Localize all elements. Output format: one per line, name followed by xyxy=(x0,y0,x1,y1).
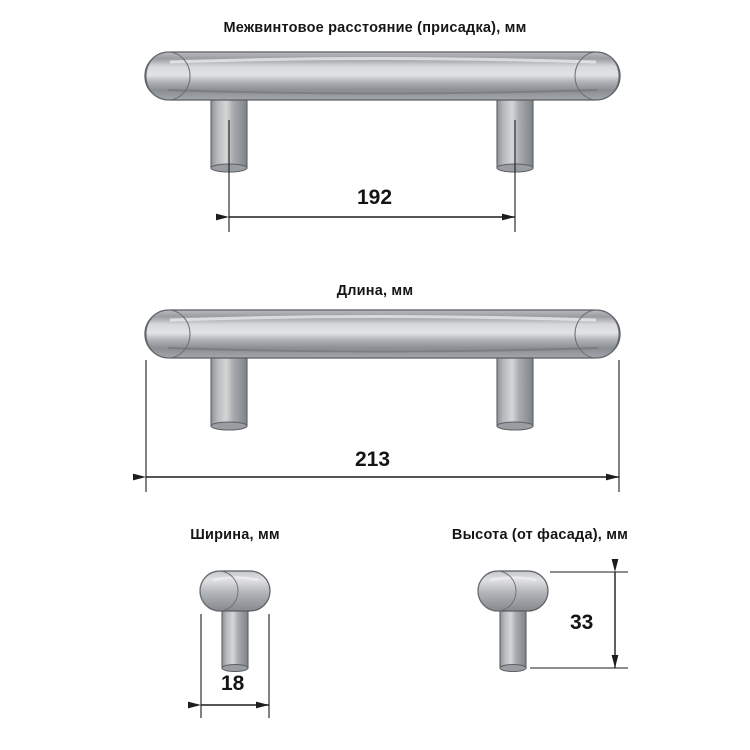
dimension-value-width: 18 xyxy=(221,672,245,695)
caption-height: Высота (от фасада), мм xyxy=(451,527,629,543)
caption-width: Ширина, мм xyxy=(190,527,280,543)
dimension-value-center-distance: 192 xyxy=(357,186,393,209)
view-height-drawing xyxy=(478,571,628,672)
caption-center-distance: Межвинтовое расстояние (присадка), мм xyxy=(223,20,527,36)
dimension-value-height: 33 xyxy=(570,611,594,634)
caption-length: Длина, мм xyxy=(336,283,414,299)
dimension-value-length: 213 xyxy=(355,448,391,471)
